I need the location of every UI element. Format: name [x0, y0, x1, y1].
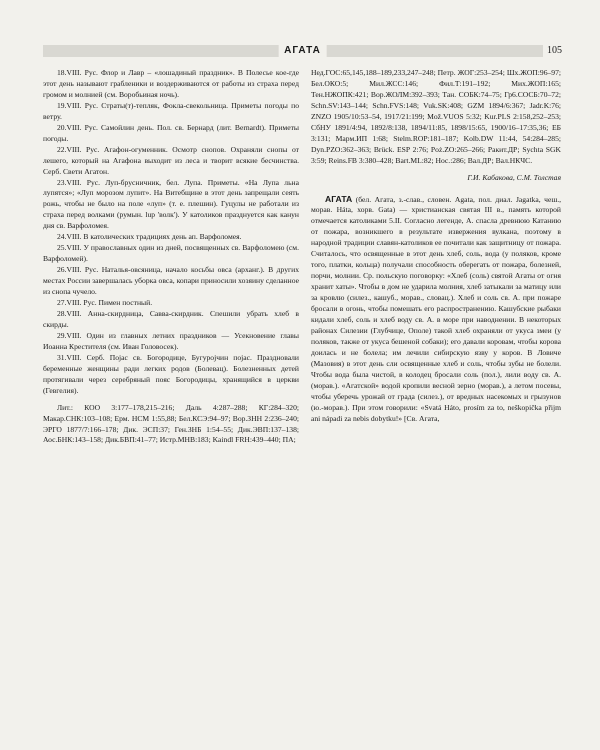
entry-body: (бел. Агата, з.-слав., словен. Agata, пол. диал. Jagatka, чеш., морав. Háta, хорв. Gata) — христианская святая III в., память которой отмечается католиками 5.II. Согласно легенде, А. спасла древнюю Катанию от пожара, возникшего в результате извержения вулкана, поэтому в народной традиции славян-католиков ее почитали как защитницу от пожара. Считалось, что освященные в этот день хлеб, соль, вода (у поляков, кроме того, платки, кольца) получали способность оберегать от пожара, болезней, порчи, молнии. Ср. польскую поговорку: «Хлеб (соль) святой Агаты от огня хранит хаты». Чтобы в дом не ударила молния, хлеб затыкали за матицу или за кровлю (силез., кашуб., морав., словац.). Хлеб и соль св. А. при пожаре бросали в огонь, чтобы помешать его распространению. Кашубские рыбаки кидали хлеб, соль и хлеб воду св. А. в море при наводнении. В некоторых районах Силезии (Глубчице, Ополе) такой хлеб охраняли от укуса змеи (у поляков, также от укуса бешеной собаки); его давали коровам, чтобы корова доилась и не болела; им лечили сибирскую язву у коров. В Ловиче (Мазовия) в этот день сли освященные хлеб и соль, чтобы зубы не болели. Чтобы вода была чистой, в колодец бросали соль (пол.), лили воду св. А. (морав.). «Агатской» водой кропили весной зерно (морав.), а летом посевы, чтобы уберечь урожай от града (силез.), от вредных насекомых и грызунов (ю.-морав.). При этом говорили: «Svatá Háto, prosím za to, neškopička přijm ani nápadi za nebis dobytku!» [Св. Агата, — [311, 194, 561, 423]
calendar-entry: 19.VIII. Рус. Страты(т)-тепляк, Фокла-свекольница. Приметы погоды по ветру. — [43, 100, 299, 121]
calendar-entry: 22.VIII. Рус. Агафон-огуменник. Осмотр снопов. Охраняли снопы от лешего, который на Агафона выходит из леса и творит всякие бесчинства. Серб. Свети Агатон. — [43, 144, 299, 176]
calendar-entry: 27.VIII. Рус. Пимен постный. — [57, 298, 153, 308]
left-column — [43, 68, 299, 446]
literature-references-continued: Нед.ГОС:65,145,188–189,233,247–248; Петр. ЖОГ:253–254; Шх.ЖОП:96–97; Бел.ОКО:5; Мил.ЖСС:146; Фил.Т:191–192; Мих.ЖОП:165; Тен.НЖОПК:421; Вор.ЖОЛМ:392–393; Тан. СОБК:74–75; Гр6.СОСБ:70–72; Schn.SV:143–144; Schn.FVS:148; Vuk.SK:408; GZM 1894/6:367; Jadr.K:76; ZNZO 1905/10:53–54, 1917/21:199; Mož.VUOS 5:32; Kur.PLS 2:158,252–253; СбНУ 1891/4:94, 1892/8:138, 1894/11:85, 1898/15:65, 1900/16–17:35,36; ЕБ 3:131; Марм.ИП 1:68; Stelm.ROP:181–187; Kolb.DW 11:44, 54:284–285; Dyn.PZO:362–363; Brück. ESP 2:76; Poż.ZO:265–266; Ракит.ДР; Sychta SGK 3:59; Reins.FB 3:380–428; Bart.ML:82; Нос.:286; Вал.ДР; Вал.НКЧС. — [311, 68, 561, 165]
calendar-entry: 31.VIII. Серб. Појас св. Богородице, Бугурojчин појас. Праздновали беременные женщины ради легких родов (Болевац). Болезненных детей протягивали через серебряный пояс Богородицы, хранящийся в церкви (Гевгелия). — [43, 352, 299, 395]
calendar-entry: 25.VIII. У православных один из дней, посвященных св. Варфоломею (см. Варфоломей). — [43, 243, 299, 264]
literature-references: Лит.: КОО 3:177–178,215–216; Даль 4:287–288; КГ:284–320; Макар.СНК:103–108; Ерм. НСМ 1:55,88; Бел.КСЭ:94–97; Вор.ЗНН 2:236–240; ЭРГО 1877/7:166–178; Дик. ЭСП:37; Ген.ЗНБ 1:54–55; Дик.ЭВП:137–138; Аос.БНК:143–158; Дик.БВП:41–77; Истр.МНВ:183; Kaindl FRH:439–440; ПА; — [43, 402, 299, 445]
page-number: 105 — [543, 44, 562, 57]
calendar-entry: 29.VIII. Один из главных летних праздников — Усекновение главы Иоанна Крестителя (см. Иван Головосек). — [43, 330, 299, 351]
article-authors: Г.И. Кабакова, С.М. Толстая — [467, 172, 561, 182]
calendar-entry: 24.VIII. В католических традициях день ап. Варфоломея. — [57, 232, 242, 242]
calendar-entry: 23.VIII. Рус. Луп-брусничник, бел. Лупа. Приметы. «На Лупа льна лупятся»; «Луп морозом лупит». На Витебщине в этот день запрещали сеять рожь, чтобы не было на поле «луп» (т. е. плешин). Гуцулы не работали из страха перед волками (румын. lup 'волк'). У католиков празднуется как канун дня св. Варфоломея. — [43, 177, 299, 231]
calendar-entry: 28.VIII. Анна-скирдница, Савва-скирдник. Спешили убрать хлеб в скирды. — [43, 308, 299, 329]
encyclopedia-entry — [311, 194, 561, 425]
entry-headword: АГАТА — [325, 193, 353, 204]
calendar-entry: 20.VIII. Рус. Самойлин день. Пол. св. Бернард (лит. Bernardt). Приметы погоды. — [43, 122, 299, 143]
right-column — [311, 68, 561, 425]
running-head-title: АГАТА — [278, 44, 327, 57]
calendar-entry: 18.VIII. Рус. Флор и Лавр – «лошадиный праздник». В Полесье кое-где этот день называют грабленики и воздерживаются от работы из страха перед громом и молнией (см. Воробьиная ночь). — [43, 68, 299, 99]
running-header — [43, 45, 562, 57]
calendar-entry: 26.VIII. Рус. Наталья-овсяница, начало косьбы овса (арханг.). В других местах России завершалась уборка овса, копари приносили хозяину сделанное из снопа чучело. — [43, 265, 299, 297]
